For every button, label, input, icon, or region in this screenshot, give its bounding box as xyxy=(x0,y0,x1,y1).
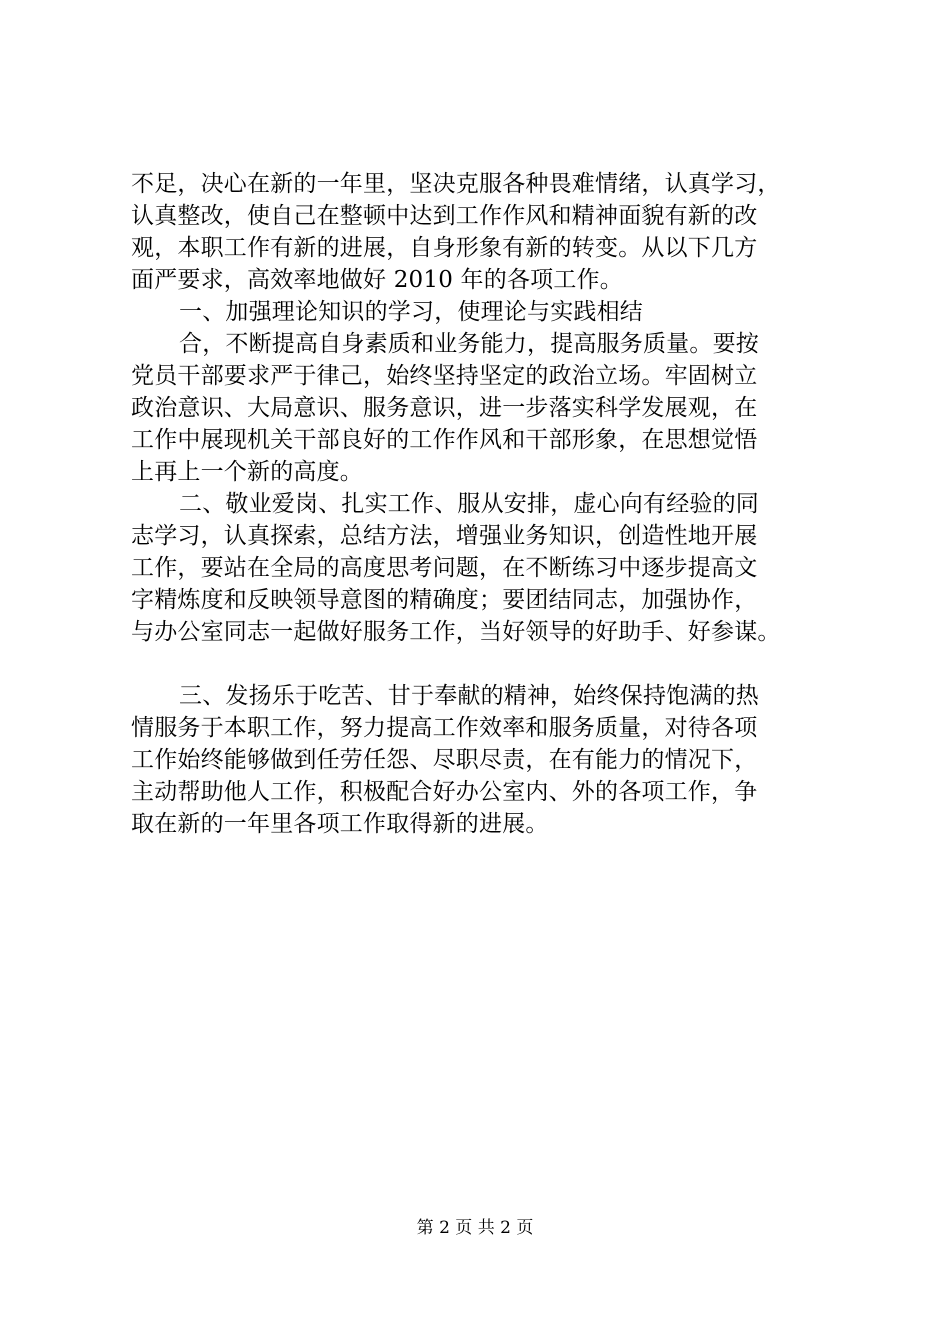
body-line: 志学习，认真探索，总结方法，增强业务知识，创造性地开展 xyxy=(131,523,758,549)
body-line: 情服务于本职工作，努力提高工作效率和服务质量，对待各项 xyxy=(131,715,758,741)
page-number-footer: 第 2 页 共 2 页 xyxy=(416,1218,534,1238)
section-heading-3: 三、发扬乐于吃苦、甘于奉献的精神，始终保持饱满的热 xyxy=(179,683,759,709)
body-line: 政治意识、大局意识、服务意识，进一步落实科学发展观，在 xyxy=(131,395,758,421)
body-line: 不足，决心在新的一年里，坚决克服各种畏难情绪，认真学习， xyxy=(131,171,781,197)
body-line: 主动帮助他人工作，积极配合好办公室内、外的各项工作，争 xyxy=(131,779,758,805)
body-line: 党员干部要求严于律己，始终坚持坚定的政治立场。牢固树立 xyxy=(131,363,758,389)
body-line: 工作，要站在全局的高度思考问题，在不断练习中逐步提高文 xyxy=(131,555,758,581)
body-line: 与办公室同志一起做好服务工作，当好领导的好助手、好参谋。 xyxy=(131,619,781,645)
body-line: 工作中展现机关干部良好的工作作风和干部形象，在思想觉悟 xyxy=(131,427,758,453)
body-line: 认真整改，使自己在整顿中达到工作作风和精神面貌有新的改 xyxy=(131,203,758,229)
body-line: 工作始终能够做到任劳任怨、尽职尽责，在有能力的情况下， xyxy=(131,747,758,773)
body-line: 面严要求，高效率地做好 2010 年的各项工作。 xyxy=(131,267,623,293)
section-heading-2: 二、敬业爱岗、扎实工作、服从安排，虚心向有经验的同 xyxy=(179,491,759,517)
body-line: 取在新的一年里各项工作取得新的进展。 xyxy=(131,811,549,837)
section-heading-1: 一、加强理论知识的学习，使理论与实践相结 xyxy=(179,299,643,325)
body-line: 合，不断提高自身素质和业务能力，提高服务质量。要按 xyxy=(179,331,759,357)
body-line: 观，本职工作有新的进展，自身形象有新的转变。从以下几方 xyxy=(131,235,758,261)
body-line: 字精炼度和反映领导意图的精确度；要团结同志，加强协作， xyxy=(131,587,758,613)
body-line: 上再上一个新的高度。 xyxy=(131,459,363,485)
